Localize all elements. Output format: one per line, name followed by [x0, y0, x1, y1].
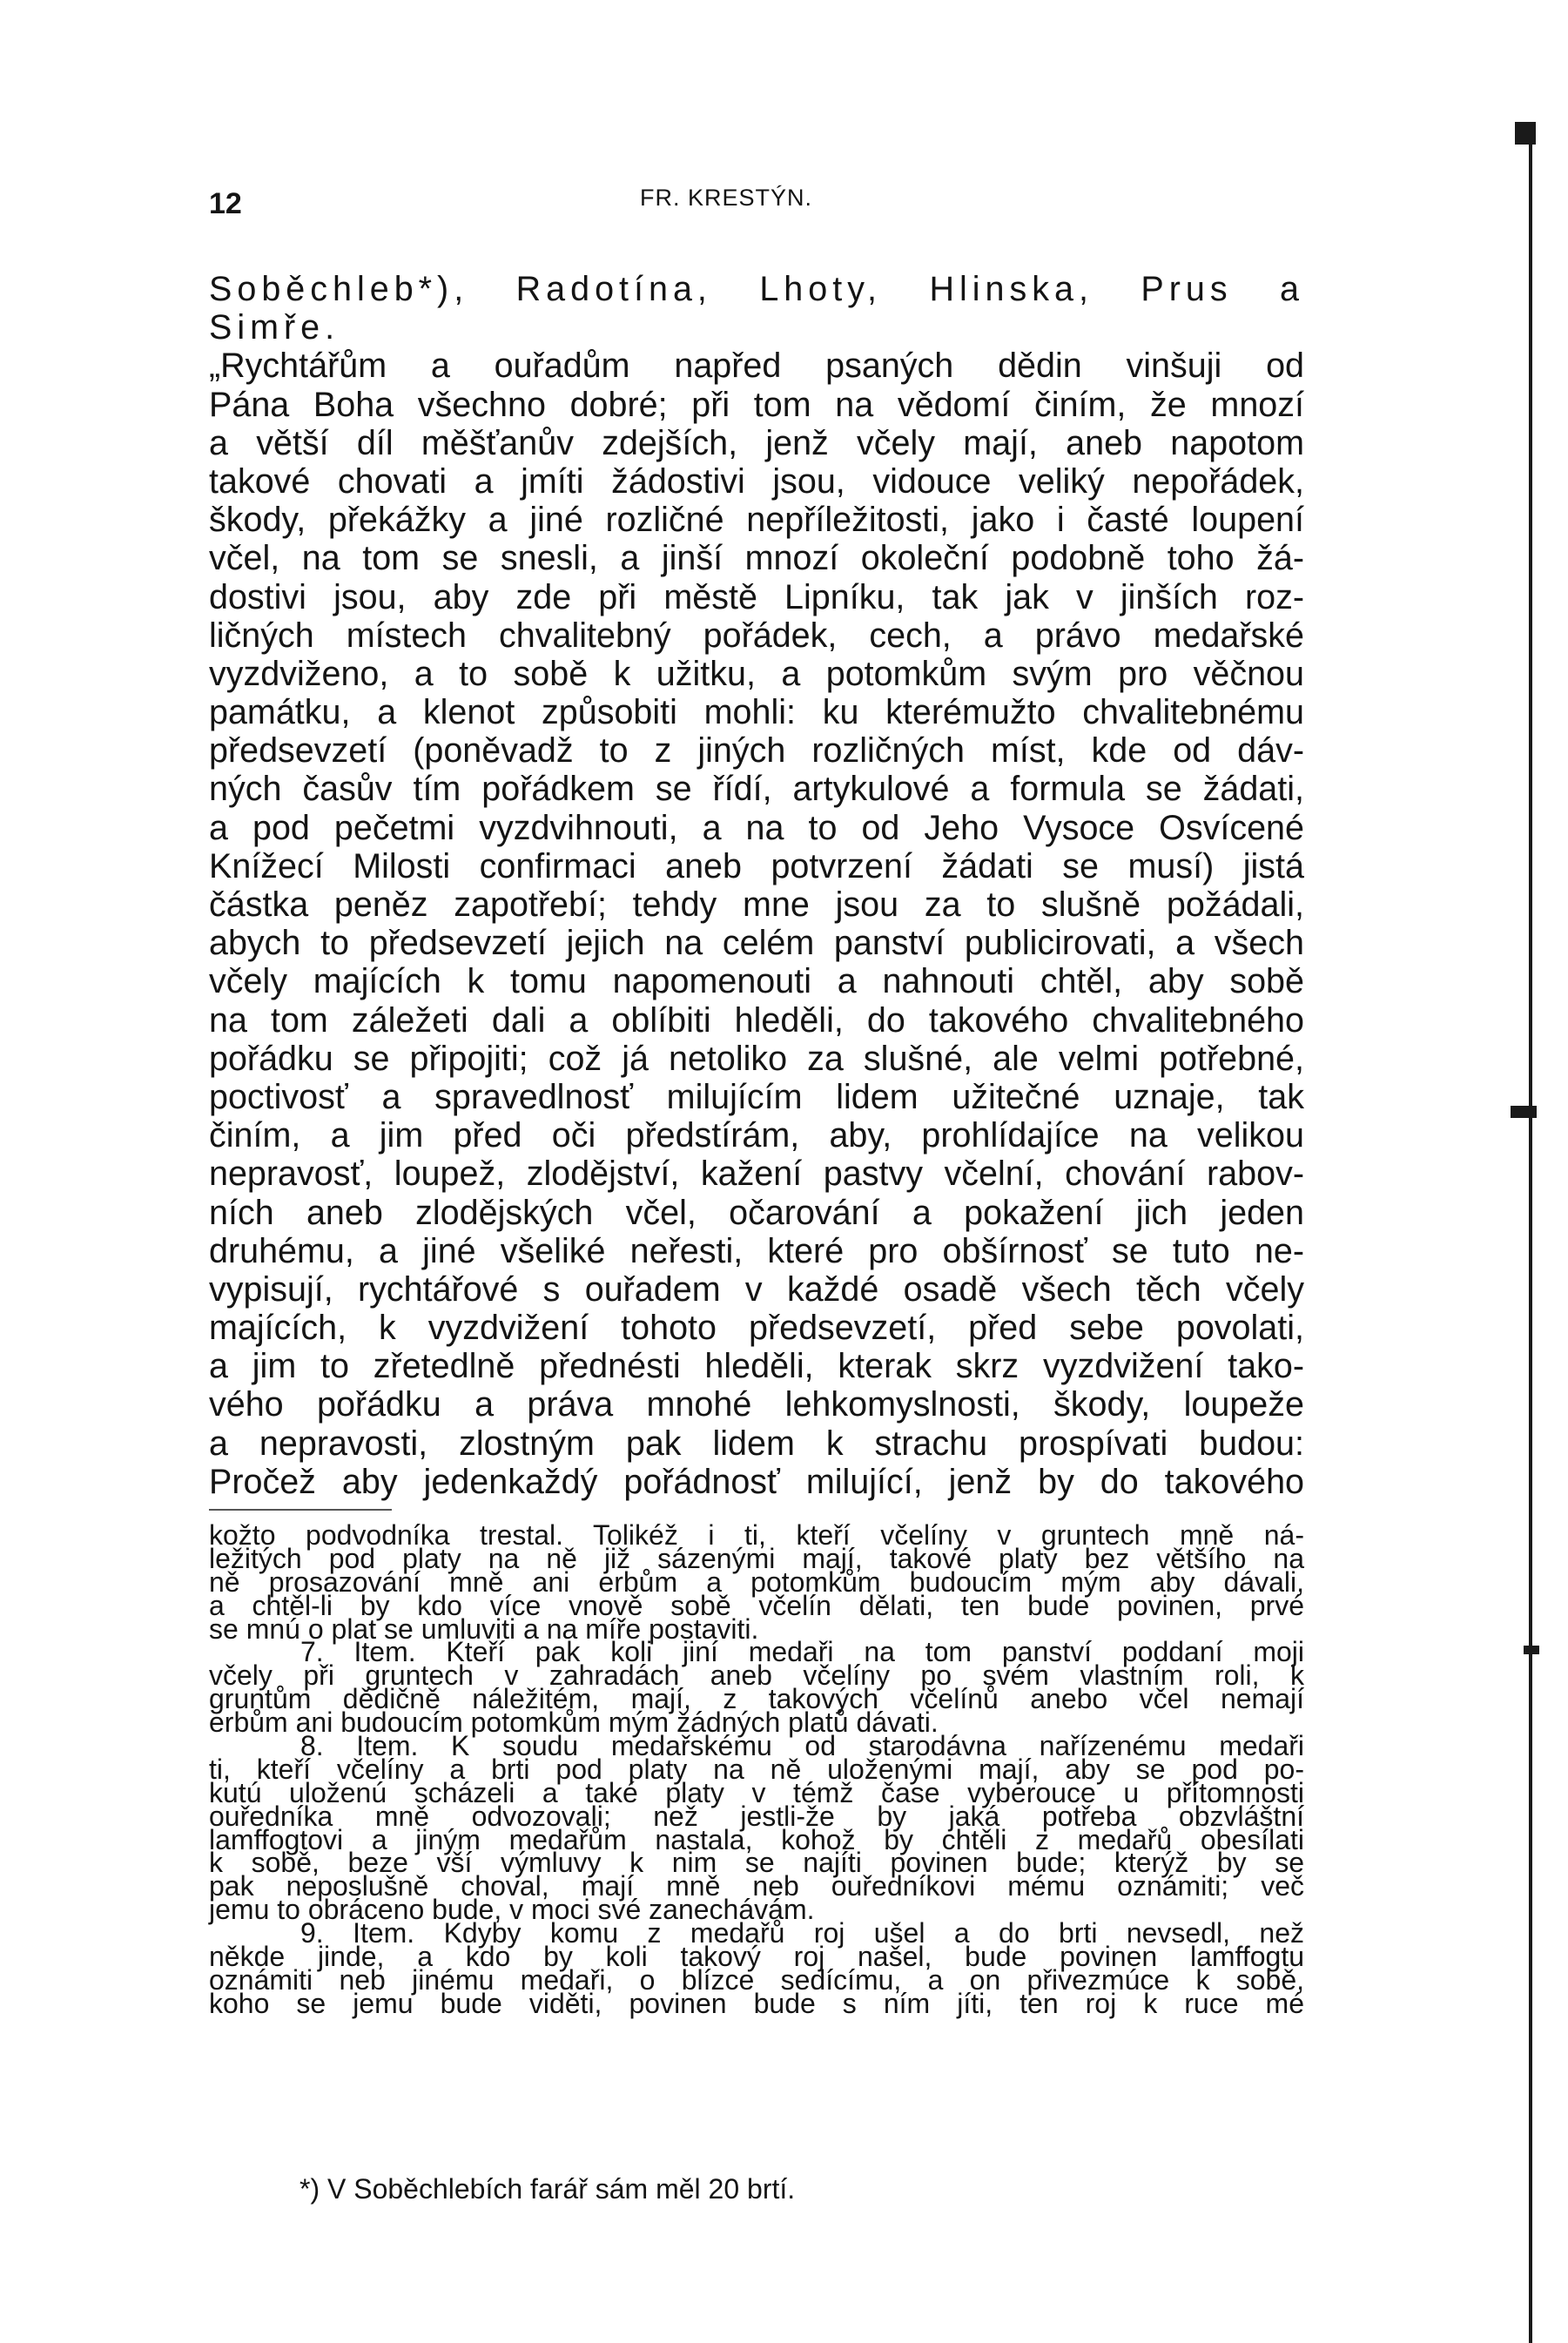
footnote-line: 7. Item. Kteří pak koli jiní medaři na tom panství poddaní moji — [300, 1636, 1304, 1668]
footnote-line: se mnú o plat se umluviti a na míře postaviti. — [209, 1612, 759, 1645]
footnote-line: včely při gruntech v zahradách aneb včelíny po svém vlastním roli, k — [209, 1660, 1304, 1692]
footnote-line: gruntům dědičně náležitém, mají, z takových včelínů anebo včel nemají — [209, 1683, 1304, 1715]
footnote-line: kutú uloženú scházeli a také platy v témž čase vyberouce u přítomnosti — [209, 1776, 1304, 1808]
footnote-line: 8. Item. K soudu medařskému od starodávna nařízenému medaři — [300, 1730, 1304, 1762]
footnote-line: 9. Item. Kdyby komu z medařů roj ušel a do brti nevsedl, než — [300, 1917, 1304, 1949]
footnote-line: k sobě, beze vší výmluvy k nim se najíti povinen bude; kterýž by se — [209, 1847, 1304, 1879]
footnote-line: ležitých pod platy na ně již sázenými mají, takové platy bez většího na — [209, 1542, 1304, 1574]
footnote-line: oznámiti neb jinému medaři, o blízce sedícímu, a on přivezmúce k sobě, — [209, 1963, 1304, 1996]
body-line: včel, na tom se snesli, a jinší mnozí okoleční podobně toho žá- — [209, 539, 1304, 578]
footnote-text — [209, 1519, 1304, 2019]
body-line: a větší díl měšťanův zdejších, jenž včely mají, aneb napotom — [209, 423, 1304, 462]
binding-mark — [1524, 1646, 1539, 1654]
body-line: ních aneb zlodějských včel, očarování a pokažení jich jeden — [209, 1193, 1304, 1232]
binding-mark — [1511, 1106, 1537, 1118]
body-line: Soběchleb*), Radotína, Lhoty, Hlinska, Prus a — [209, 270, 1304, 308]
binding-mark — [1515, 122, 1536, 145]
footnote-line: ti, kteří včelíny a brti pod platy na ně uloženými mají, aby se pod po- — [209, 1753, 1304, 1785]
footnote-line: kožto podvodníka trestal. Tolikéž i ti, kteří včelíny v gruntech mně ná- — [209, 1519, 1304, 1551]
footnote-line: pak neposlušně choval, mají mně neb ouředníkovi mému oznámiti; več — [209, 1870, 1304, 1902]
body-line: nepravosť, loupež, zlodějství, kažení pastvy včelní, chování rabov- — [209, 1155, 1304, 1194]
body-line: činím, a jim před oči předstírám, aby, prohlídajíce na velikou — [209, 1116, 1304, 1155]
body-line: včely majících k tomu napomenouti a nahnouti chtěl, aby sobě — [209, 962, 1304, 1001]
body-line: na tom záležeti dali a oblíbiti hleděli, do takového chvalitebného — [209, 1000, 1304, 1040]
body-line: majících, k vyzdvižení tohoto předsevzetí, před sebe povolati, — [209, 1309, 1304, 1348]
body-line: abych to předsevzetí jejich na celém panství publicirovati, a všech — [209, 924, 1304, 963]
body-line: poctivosť a spravedlnosť milujícím lidem užitečné uznaje, tak — [209, 1077, 1304, 1116]
running-head: FR. KRESTÝN. — [640, 185, 813, 211]
body-line: předsevzetí (poněvadž to z jiných rozličných míst, kde od dáv- — [209, 731, 1304, 771]
asterisk-footnote: *) V Soběchlebích farář sám měl 20 brtí. — [299, 2173, 796, 2205]
body-line: částka peněz zapotřebí; tehdy mne jsou za to slušně požádali, — [209, 885, 1304, 924]
body-line: vypisují, rychtářové s ouřadem v každé osadě všech těch včely — [209, 1269, 1304, 1309]
body-line: pořádku se připojiti; což já netoliko za slušné, ale velmi potřebné, — [209, 1039, 1304, 1078]
body-line: takové chovati a jmíti žádostivi jsou, vidouce veliký nepořádek, — [209, 461, 1304, 501]
body-line: Pročež aby jedenkaždý pořádnosť milující, jenž by do takového — [209, 1462, 1304, 1501]
binding-rule — [1529, 122, 1532, 2343]
body-line: a pod pečetmi vyzdvihnouti, a na to od Jeho Vysoce Osvícené — [209, 808, 1304, 847]
footnote-separator — [209, 1509, 392, 1511]
footnote-line: někde jinde, a kdo by koli takový roj našel, bude povinen lamffogtu — [209, 1941, 1304, 1973]
body-line: ličných místech chvalitebný pořádek, cech, a právo medařské — [209, 616, 1304, 655]
body-line: Simře. — [209, 308, 340, 347]
body-line: ných časův tím pořádkem se řídí, artykulové a formula se žádati, — [209, 770, 1304, 809]
body-line: „Rychtářům a ouřadům napřed psaných dědin vinšuji od — [209, 347, 1304, 386]
footnote-line: ně prosazování mně ani erbům a potomkům budoucím mým aby dávali, — [209, 1565, 1304, 1598]
body-line: druhému, a jiné všeliké neřesti, které pro obšírnosť se tuto ne- — [209, 1231, 1304, 1270]
footnote-line: a chtěl-li by kdo více vnově sobě včelín dělati, ten bude povinen, prvé — [209, 1589, 1304, 1621]
body-line: škody, překážky a jiné rozličné nepříležitosti, jako i časté loupení — [209, 501, 1304, 540]
footnote-line: ouředníka mně odvozovali; než jestli-že by jaká potřeba obzvláštní — [209, 1800, 1304, 1832]
footnote-line: jemu to obráceno bude, v moci své zanechávám. — [209, 1894, 815, 1926]
footnote-line: lamffogtovi a jiným medařům nastala, kohož by chtěli z medařů obesílati — [209, 1823, 1304, 1855]
body-line: vyzdviženo, a to sobě k užitku, a potomkům svým pro věčnou — [209, 654, 1304, 693]
body-line: vého pořádku a práva mnohé lehkomyslnosti, škody, loupeže — [209, 1385, 1304, 1424]
body-line: dostivi jsou, aby zde při městě Lipníku, tak jak v jinších roz- — [209, 577, 1304, 616]
page-number: 12 — [209, 187, 242, 220]
body-text — [209, 270, 1304, 1501]
footnote-line: koho se jemu bude viděti, povinen bude s ním jíti, ten roj k ruce mé — [209, 1987, 1304, 2019]
body-line: Knížecí Milosti confirmaci aneb potvrzení žádati se musí) jistá — [209, 846, 1304, 885]
body-line: a nepravosti, zlostným pak lidem k strachu prospívati budou: — [209, 1424, 1304, 1463]
body-line: památku, a klenot způsobiti mohli: ku kterémužto chvalitebnému — [209, 693, 1304, 732]
body-line: Pána Boha všechno dobré; při tom na vědomí činím, že mnozí — [209, 385, 1304, 424]
body-line: a jim to zřetedlně přednésti hleděli, kterak skrz vyzdvižení tako- — [209, 1347, 1304, 1386]
footnote-line: erbům ani budoucím potomkům mým žádných platů dávati. — [209, 1707, 939, 1739]
